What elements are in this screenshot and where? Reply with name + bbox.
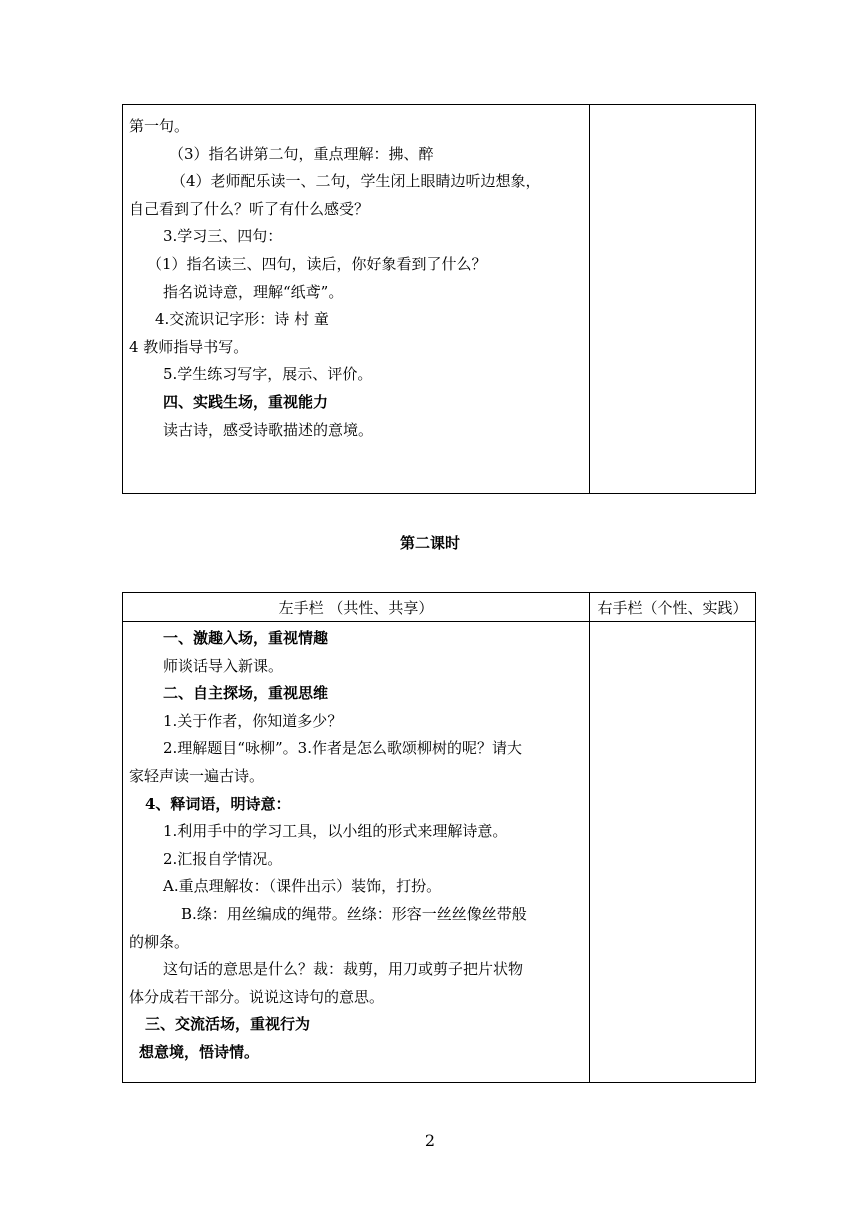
left-column-content: [123, 105, 589, 444]
text-line: 4 教师指导书写。: [129, 337, 249, 356]
text-line: 体分成若干部分。说说这诗句的意思。: [129, 987, 385, 1006]
text-line: （1）指名读三、四句，读后，你好象看到了什么？: [147, 254, 487, 273]
lesson-table-2: [122, 592, 756, 1083]
header-left-column: 左手栏 （共性、共享）: [123, 593, 590, 622]
text-line: 1.利用手中的学习工具，以小组的形式来理解诗意。: [163, 822, 508, 841]
section-heading: 想意境，悟诗情。: [139, 1042, 260, 1061]
text-line: 这句话的意思是什么？裁：裁剪，用刀或剪子把片状物: [163, 960, 524, 979]
header-right-column: 右手栏（个性、实践）: [590, 593, 756, 622]
text-line: A.重点理解妆：（课件出示）装饰，打扮。: [163, 877, 442, 896]
text-line: 师谈话导入新课。: [163, 656, 284, 675]
text-line: 5.学生练习写字，展示、评价。: [163, 365, 373, 384]
right-column-cell: [590, 105, 756, 494]
text-line: 3.学习三、四句：: [163, 227, 283, 246]
text-line: （3）指名讲第二句，重点理解：拂、醉: [169, 144, 434, 163]
section-heading: 三、交流活场，重视行为: [145, 1015, 311, 1034]
lesson-table-1: [122, 104, 756, 494]
page-number: 2: [424, 1131, 436, 1150]
right-column-cell: [590, 622, 756, 1083]
text-line: 读古诗，感受诗歌描述的意境。: [163, 420, 374, 439]
text-line: 4.交流识记字形：诗 村 童: [155, 310, 329, 329]
text-line: 2.汇报自学情况。: [163, 849, 283, 868]
section-heading: 四、实践生场，重视能力: [163, 392, 329, 411]
section-heading: 一、激趣入场，重视情趣: [163, 629, 329, 647]
text-line: 指名说诗意，理解“纸鸢”。: [163, 282, 344, 301]
section-heading: 4、释词语，明诗意：: [145, 794, 291, 813]
text-line: 自己看到了什么？听了有什么感受？: [129, 199, 370, 218]
text-line: 第一句。: [129, 117, 190, 135]
session-title: 第二课时: [399, 534, 460, 552]
text-line: 1.关于作者，你知道多少？: [163, 711, 343, 730]
text-line: （4）老师配乐读一、二句，学生闭上眼睛边听边想象，: [171, 172, 541, 191]
left-column-cell: [123, 622, 590, 1083]
text-line: 的柳条。: [129, 932, 190, 951]
section-heading: 二、自主探场，重视思维: [163, 684, 329, 703]
text-line: 家轻声读一遍古诗。: [129, 766, 265, 785]
text-line: 2.理解题目“咏柳”。3.作者是怎么歌颂柳树的呢？请大: [163, 739, 522, 758]
text-line: B.绦：用丝编成的绳带。丝绦：形容一丝丝像丝带般: [181, 904, 527, 923]
left-column-cell: [123, 105, 590, 494]
left-column-content: [123, 622, 589, 1067]
